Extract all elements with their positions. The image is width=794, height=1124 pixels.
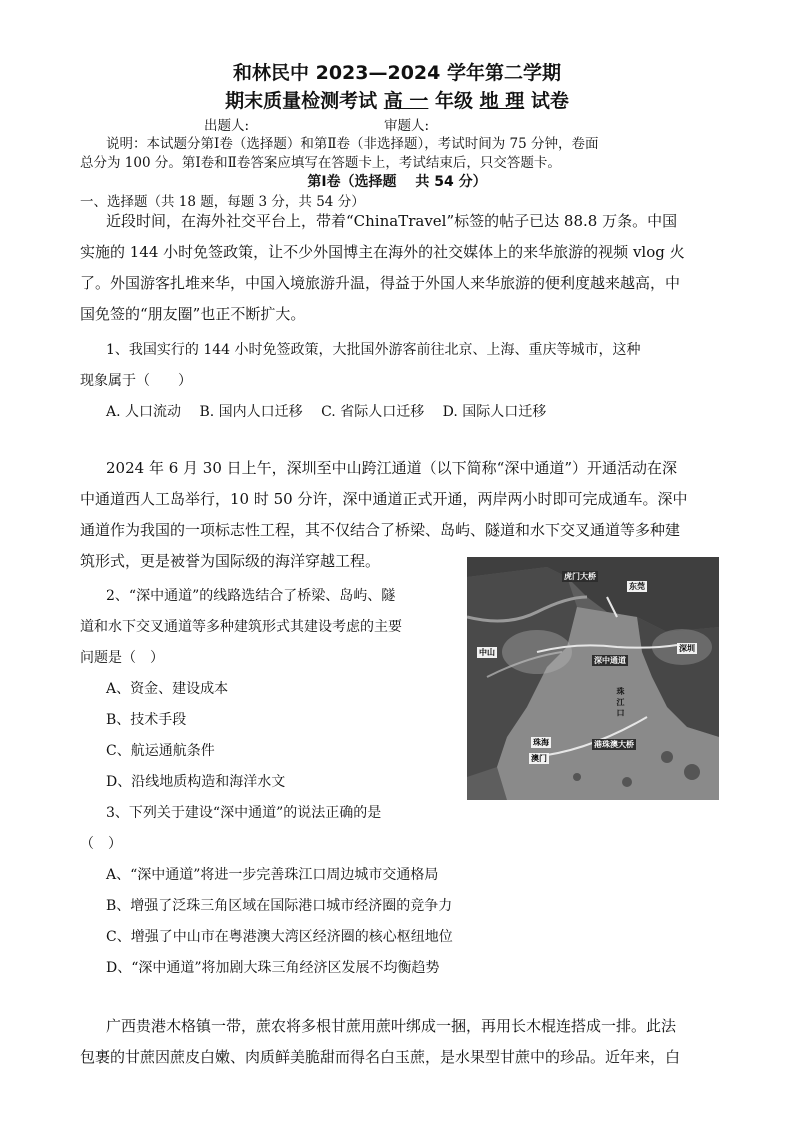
- instructions-line2: 总分为 100 分。第Ⅰ卷和Ⅱ卷答案应填写在答题卡上，考试结束后，只交答题卡。: [80, 155, 561, 171]
- q2-stem-line2: 道和水下交叉通道等多种建筑形式其建设考虑的主要: [80, 619, 402, 635]
- q2-stem-line1: 2、“深中通道”的线路选结合了桥梁、岛屿、隧: [106, 588, 396, 604]
- q3-option-c: C、增强了中山市在粤港澳大湾区经济圈的核心枢纽地位: [106, 929, 453, 945]
- q3-option-b: B、增强了泛珠三角区域在国际港口城市经济圈的竞争力: [106, 898, 453, 914]
- q2-option-c: C、航运通航条件: [106, 743, 215, 759]
- passage1-line2: 实施的 144 小时免签政策，让不少外国博主在海外的社交媒体上的来华旅游的视频 vlog 火: [80, 243, 685, 261]
- map-label-zhongshan: 中山: [479, 648, 495, 657]
- passage1-line3: 了。外国游客扎堆来华，中国入境旅游升温，得益于外国人来华旅游的便利度越来越高，中: [80, 274, 681, 292]
- exam-title-line2: [0, 86, 794, 113]
- map-label-zhuhai: 珠海: [533, 738, 549, 747]
- passage2-line3: 通道作为我国的一项标志性工程，其不仅结合了桥梁、岛屿、隧道和水下交叉通道等多种建: [80, 521, 681, 539]
- q3-option-a: A、“深中通道”将进一步完善珠江口周边城市交通格局: [106, 867, 439, 883]
- q1-options: A. 人口流动 B. 国内人口迁移 C. 省际人口迁移 D. 国际人口迁移: [106, 404, 547, 420]
- exam-title-line1: 和林民中 2023—2024 学年第二学期: [233, 62, 561, 84]
- q2-option-b: B、技术手段: [106, 712, 187, 728]
- passage2-line1: 2024 年 6 月 30 日上午，深圳至中山跨江通道（以下简称“深中通道”）开通活动在深: [106, 459, 677, 477]
- passage2-line2: 中通道西人工岛举行，10 时 50 分许，深中通道正式开通，两岸两小时即可完成通车。深中: [80, 490, 688, 508]
- map-label-dongguan: 东莞: [629, 582, 645, 591]
- satellite-map: [467, 557, 719, 800]
- part1-title: 第Ⅰ卷（选择题 共 54 分）: [307, 174, 487, 190]
- reviewer-label: 审题人:: [384, 118, 430, 134]
- passage2-line4: 筑形式，更是被誉为国际级的海洋穿越工程。: [80, 552, 381, 570]
- q2-option-a: A、资金、建设成本: [106, 681, 229, 697]
- map-label-shenzhong: 深中通道: [594, 656, 626, 665]
- q3-option-d: D、“深中通道”将加剧大珠三角经济区发展不均衡趋势: [106, 960, 440, 976]
- exam-title-part: 期末质量检测考试: [225, 90, 378, 112]
- q1-stem-line1: 1、我国实行的 144 小时免签政策，大批国外游客前往北京、上海、重庆等城市，这种: [106, 342, 641, 358]
- passage1-line1: 近段时间，在海外社交平台上，带着“ChinaTravel”标签的帖子已达 88.8 万条。中国: [106, 212, 678, 230]
- subject-field: 地 理: [479, 90, 525, 112]
- paper-label: 试卷: [530, 90, 569, 112]
- passage3-line1: 广西贵港木格镇一带，蔗农将多根甘蔗用蔗叶绑成一捆，再用长木棍连搭成一排。此法: [106, 1017, 677, 1035]
- section1-heading: 一、选择题（共 18 题，每题 3 分，共 54 分）: [80, 194, 365, 210]
- grade-label: 年级: [434, 90, 473, 112]
- q3-stem-line2: （ ）: [80, 836, 122, 852]
- map-label-humen: 虎门大桥: [564, 572, 596, 581]
- map-label-zhujiangkou: 珠 江 口: [616, 687, 625, 717]
- grade-field: 高 一: [383, 90, 429, 112]
- q1-stem-line2: 现象属于（ ）: [80, 373, 192, 389]
- passage1-line4: 国免签的“朋友圈”也正不断扩大。: [80, 305, 306, 323]
- passage3-line2: 包裹的甘蔗因蔗皮白嫩、肉质鲜美脆甜而得名白玉蔗，是水果型甘蔗中的珍品。近年来，白: [80, 1048, 681, 1066]
- map-label-aomen: 澳门: [531, 754, 547, 763]
- setter-label: 出题人:: [204, 118, 250, 134]
- estuary-map-graphic: [467, 557, 719, 800]
- map-label-shenzhen: 深圳: [679, 644, 695, 653]
- q2-stem-line3: 问题是（ ）: [80, 650, 164, 666]
- q2-option-d: D、沿线地质构造和海洋水文: [106, 774, 286, 790]
- instructions-line1: 说明：本试题分第Ⅰ卷（选择题）和第Ⅱ卷（非选择题），考试时间为 75 分钟，卷面: [106, 136, 599, 152]
- q3-stem-line1: 3、下列关于建设“深中通道”的说法正确的是: [106, 805, 382, 821]
- map-label-gangzhuao: 港珠澳大桥: [594, 740, 634, 749]
